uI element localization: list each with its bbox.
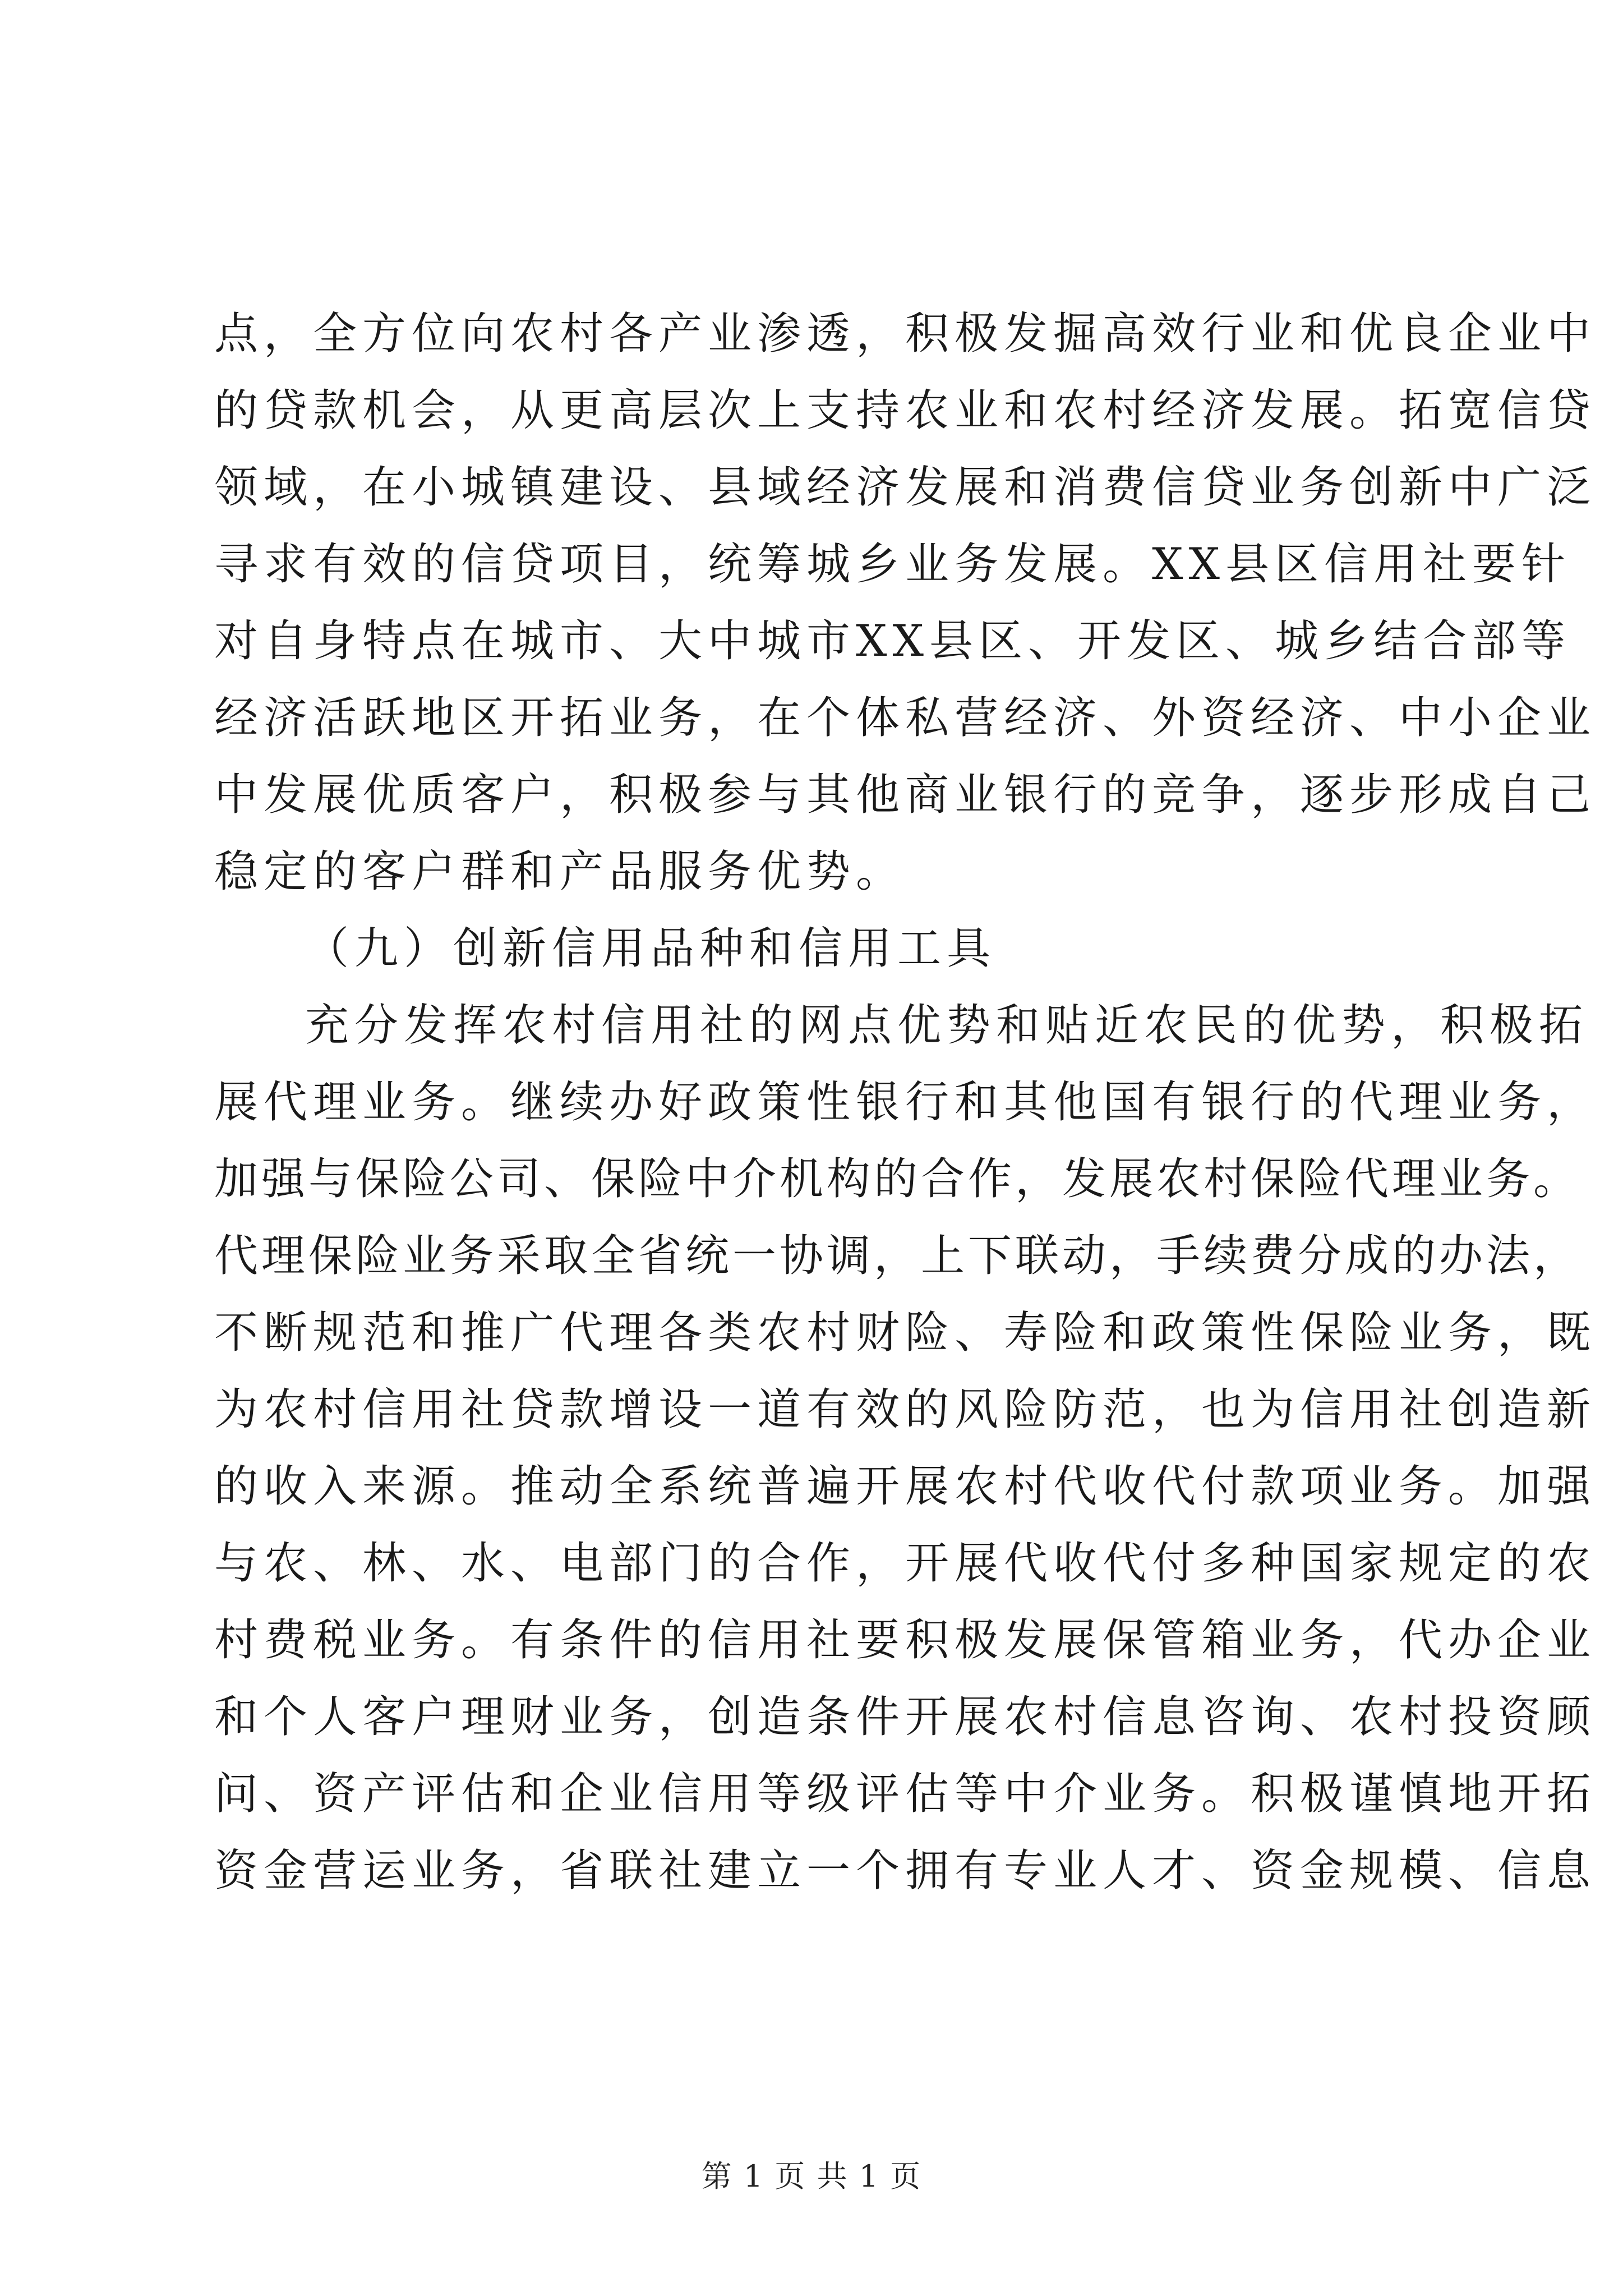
text-line: 经济活跃地区开拓业务，在个体私营经济、外资经济、中小企业 xyxy=(214,693,1597,743)
text-line: 资金营运业务，省联社建立一个拥有专业人才、资金规模、信息 xyxy=(214,1846,1597,1896)
text-line: 领域，在小城镇建设、县域经济发展和消费信贷业务创新中广泛 xyxy=(214,462,1597,513)
text-line: 和个人客户理财业务，创造条件开展农村信息咨询、农村投资顾 xyxy=(214,1692,1597,1742)
text-line: 的收入来源。推动全系统普遍开展农村代收代付款项业务。加强 xyxy=(214,1461,1597,1512)
text-line: 加强与保险公司、保险中介机构的合作，发展农村保险代理业务。 xyxy=(214,1154,1581,1204)
text-line: 寻求有效的信贷项目，统筹城乡业务发展。XX县区信用社要针 xyxy=(214,539,1571,590)
text-line: 稳定的客户群和产品服务优势。 xyxy=(214,846,906,897)
text-line: 与农、林、水、电部门的合作，开展代收代付多种国家规定的农 xyxy=(214,1538,1597,1589)
section-heading: （九）创新信用品种和信用工具 xyxy=(305,923,997,974)
text-line: 充分发挥农村信用社的网点优势和贴近农民的优势，积极拓 xyxy=(305,1000,1589,1051)
text-line: 对自身特点在城市、大中城市XX县区、开发区、城乡结合部等 xyxy=(214,616,1571,666)
text-line: 为农村信用社贷款增设一道有效的风险防范，也为信用社创造新 xyxy=(214,1384,1597,1435)
text-line: 问、资产评估和企业信用等级评估等中介业务。积极谨慎地开拓 xyxy=(214,1769,1597,1819)
page-number: 第 1 页 共 1 页 xyxy=(701,2159,922,2194)
text-line: 不断规范和推广代理各类农村财险、寿险和政策性保险业务，既 xyxy=(214,1308,1597,1358)
text-line: 代理保险业务采取全省统一协调，上下联动，手续费分成的办法， xyxy=(214,1231,1581,1281)
text-line: 村费税业务。有条件的信用社要积极发展保管箱业务，代办企业 xyxy=(214,1615,1597,1665)
text-line: 的贷款机会，从更高层次上支持农业和农村经济发展。拓宽信贷 xyxy=(214,385,1597,436)
text-line: 展代理业务。继续办好政策性银行和其他国有银行的代理业务， xyxy=(214,1077,1597,1128)
text-line: 中发展优质客户，积极参与其他商业银行的竞争，逐步形成自己 xyxy=(214,770,1597,820)
text-line: 点，全方位向农村各产业渗透，积极发掘高效行业和优良企业中 xyxy=(214,309,1597,359)
